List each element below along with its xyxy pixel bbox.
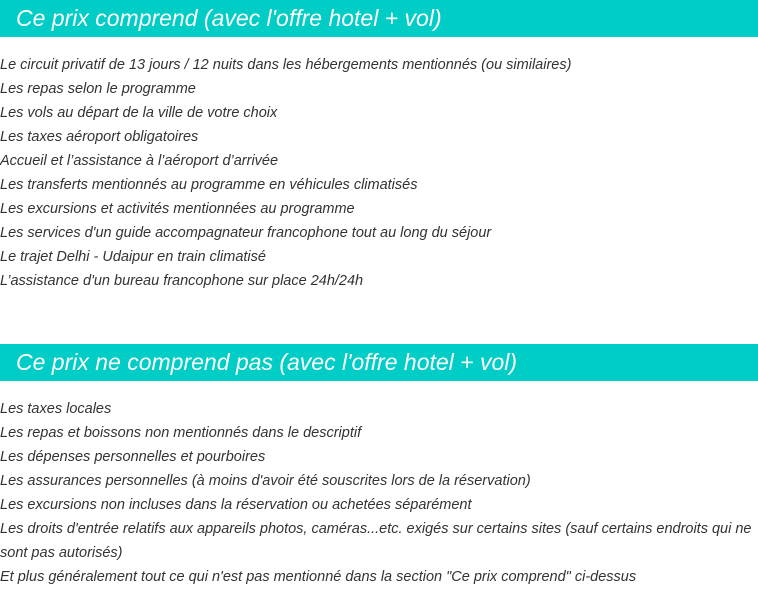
- included-title: Ce prix comprend (avec l'offre hotel + vol): [0, 0, 758, 37]
- list-item: Les dépenses personnelles et pourboires: [0, 449, 266, 465]
- list-item: Les droits d'entrée relatifs aux appareils photos, caméras...etc. exigés sur certains sites (sauf certains endroits qui ne sont pas autorisés): [0, 521, 752, 561]
- list-item: Et plus généralement tout ce qui n'est pas mentionné dans la section "Ce prix comprend" ci-dessus: [0, 569, 637, 585]
- list-item: Les taxes locales: [0, 401, 112, 417]
- list-item: Les assurances personnelles (à moins d'avoir été souscrites lors de la réservation): [0, 473, 531, 489]
- list-item: Les transferts mentionnés au programme en véhicules climatisés: [0, 177, 418, 193]
- list-item: Le trajet Delhi - Udaipur en train climatisé: [0, 249, 266, 265]
- list-item: Le circuit privatif de 13 jours / 12 nuits dans les hébergements mentionnés (ou similaires): [0, 57, 572, 73]
- excluded-list: [0, 397, 758, 589]
- list-item: Les repas selon le programme: [0, 81, 196, 97]
- list-item: Les vols au départ de la ville de votre choix: [0, 105, 278, 121]
- list-item: Les excursions et activités mentionnées au programme: [0, 201, 355, 217]
- list-item: L’assistance d'un bureau francophone sur place 24h/24h: [0, 273, 364, 289]
- excluded-title: Ce prix ne comprend pas (avec l'offre hotel + vol): [0, 344, 758, 381]
- list-item: Les services d'un guide accompagnateur francophone tout au long du séjour: [0, 225, 492, 241]
- included-list: [0, 53, 758, 293]
- list-item: Les repas et boissons non mentionnés dans le descriptif: [0, 425, 362, 441]
- included-section: [0, 0, 758, 293]
- list-item: Accueil et l’assistance à l’aéroport d’arrivée: [0, 153, 279, 169]
- list-item: Les excursions non incluses dans la réservation ou achetées séparément: [0, 497, 472, 513]
- excluded-section: [0, 344, 758, 589]
- list-item: Les taxes aéroport obligatoires: [0, 129, 199, 145]
